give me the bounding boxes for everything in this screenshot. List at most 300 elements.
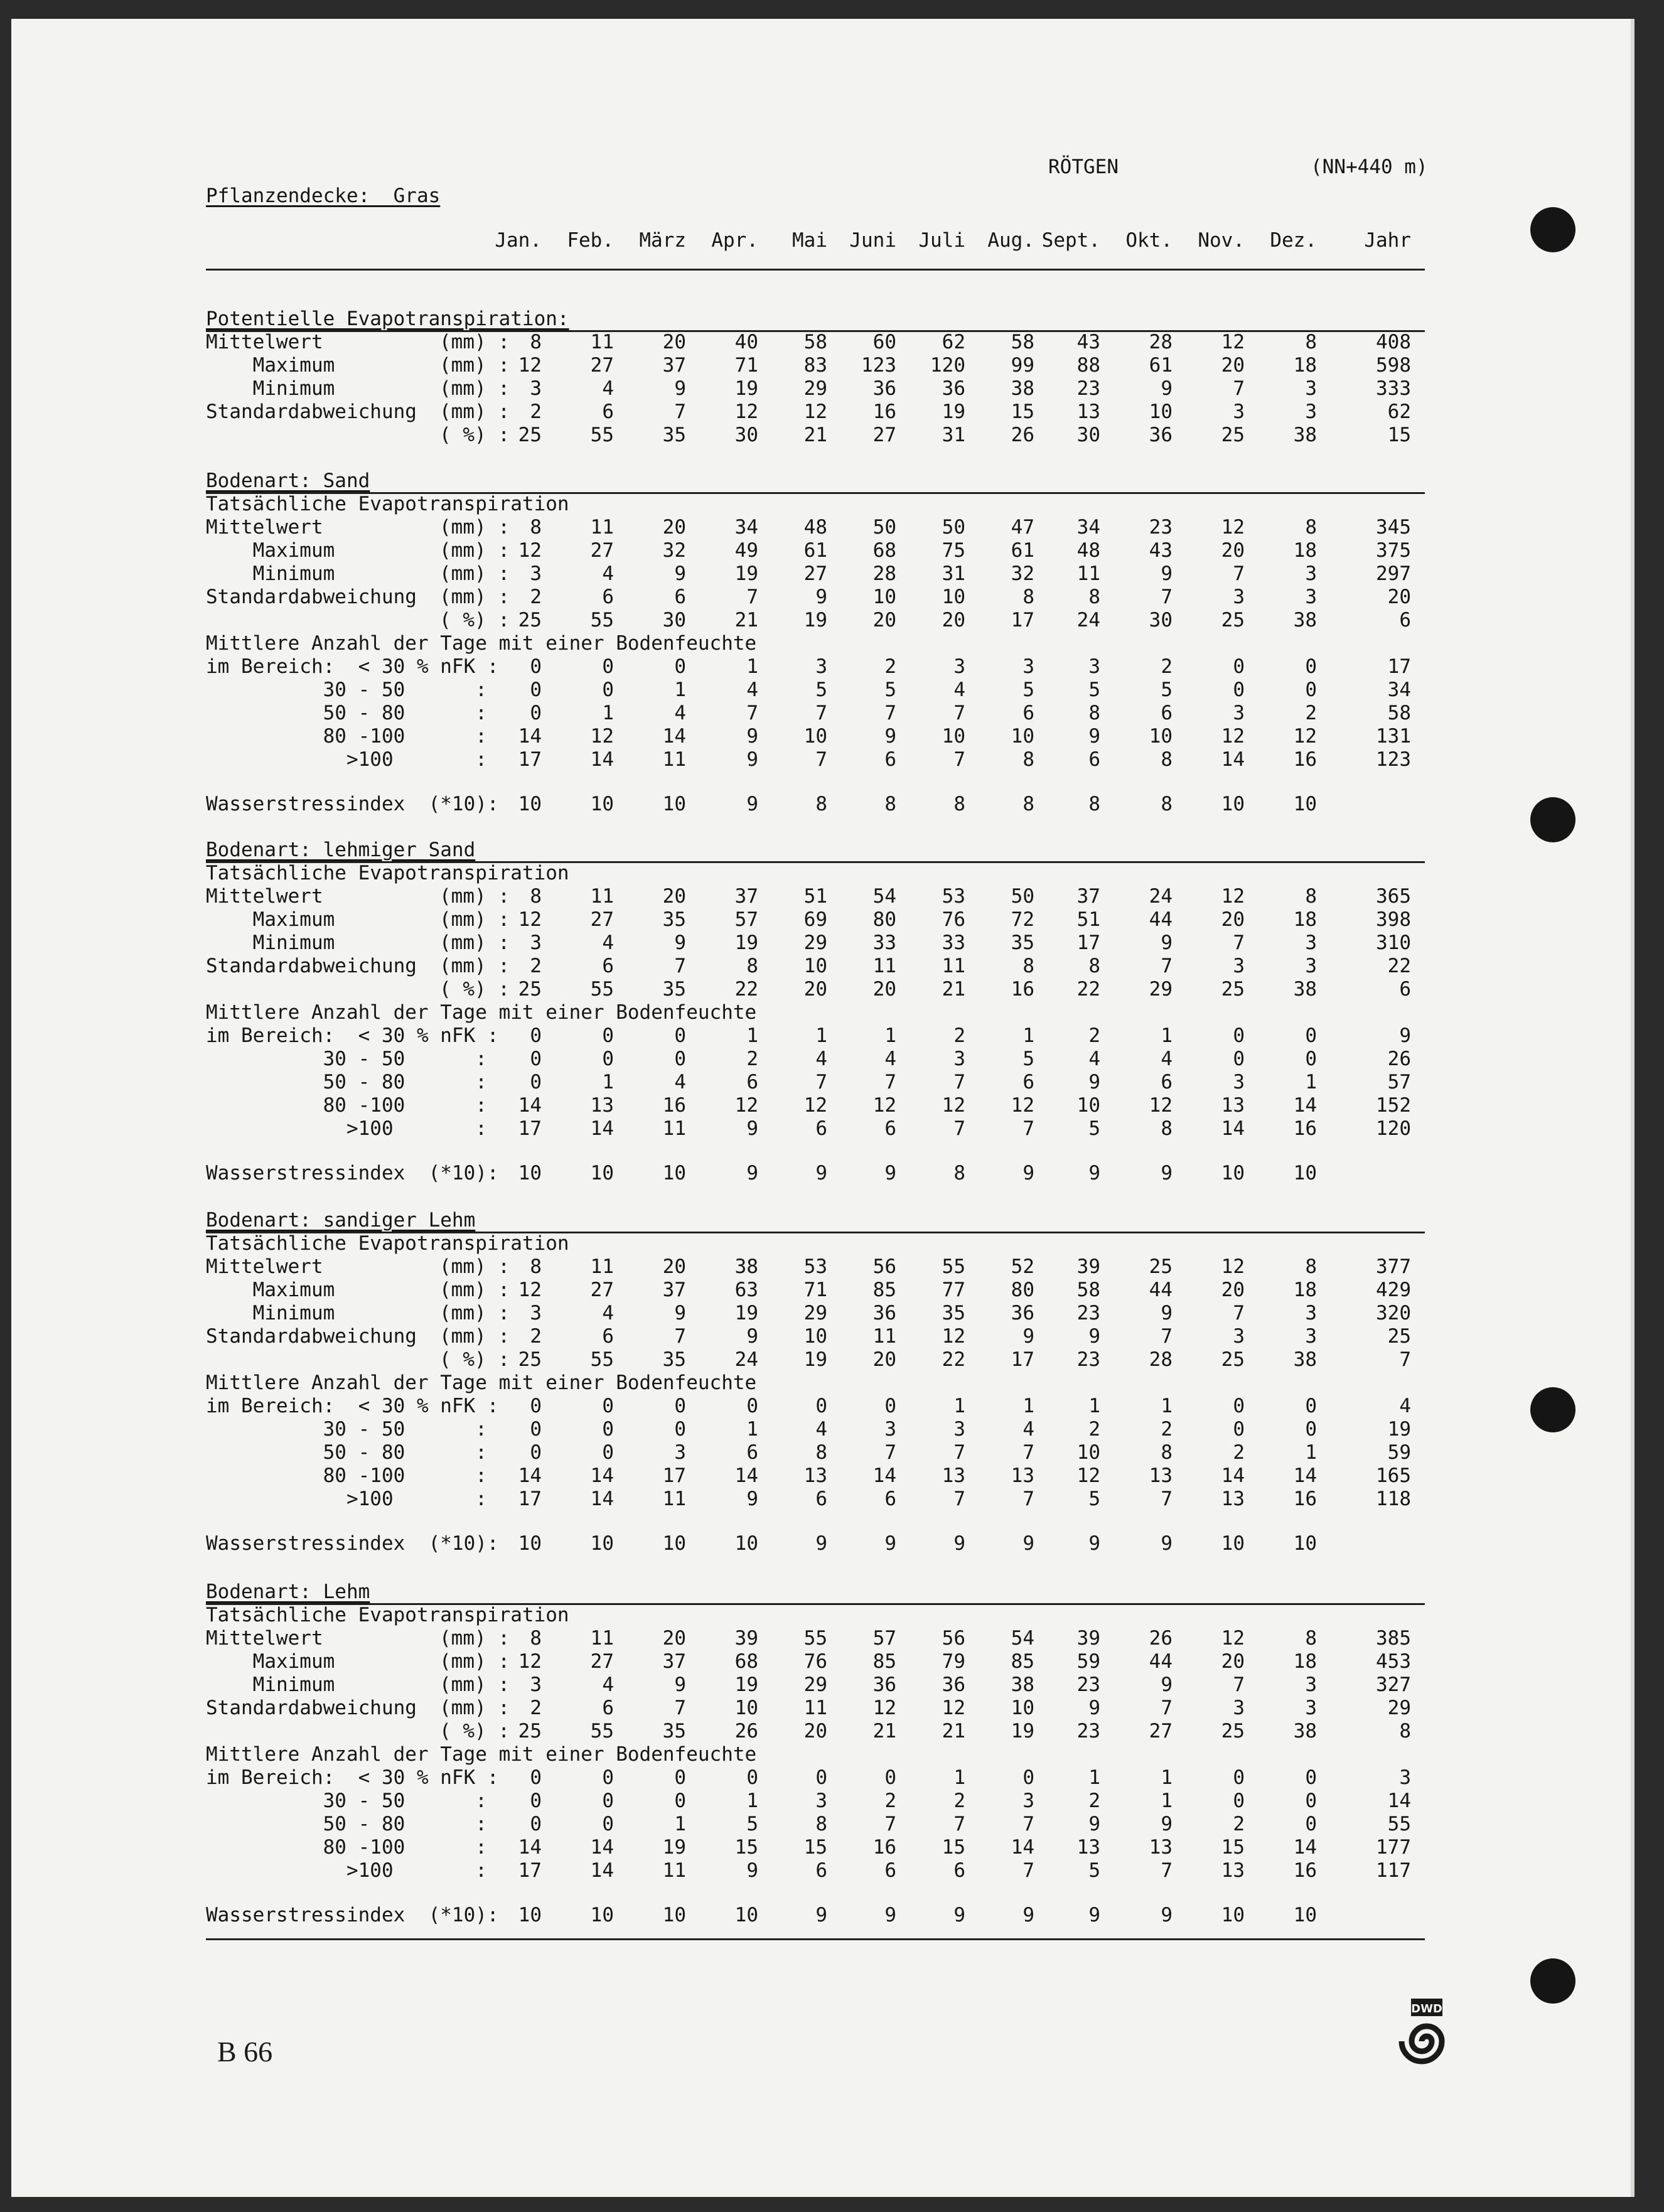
table-cell: 120: [1376, 1117, 1411, 1140]
table-cell: 0: [746, 1766, 758, 1789]
table-cell: 7: [746, 702, 758, 724]
row-label: Mittelwert: [206, 516, 323, 539]
row-unit: (mm) :: [439, 1650, 510, 1673]
table-cell: 8: [530, 331, 542, 353]
table-cell: 35: [662, 424, 686, 446]
row-label: Mittelwert: [206, 331, 323, 353]
stress-label: Wasserstressindex (*10):: [206, 793, 499, 815]
table-cell: 31: [942, 424, 965, 446]
table-cell: 12: [1221, 725, 1245, 748]
table-cell: 6: [884, 1488, 896, 1510]
table-cell: 0: [1233, 1766, 1245, 1789]
table-cell: 52: [1011, 1255, 1034, 1278]
table-cell: 99: [1011, 354, 1034, 377]
table-cell: 320: [1376, 1302, 1411, 1324]
table-cell: 7: [1023, 1441, 1034, 1464]
table-cell: 8: [815, 1813, 827, 1835]
table-cell: 14: [590, 748, 614, 771]
table-cell: 14: [1221, 1464, 1245, 1487]
table-cell: 43: [1149, 539, 1173, 562]
section-title: Bodenart: lehmiger Sand: [206, 839, 476, 861]
table-cell: 12: [1149, 1094, 1173, 1117]
table-cell: 9: [1161, 1302, 1173, 1324]
table-cell: 0: [530, 1766, 542, 1789]
table-cell: 12: [518, 1650, 542, 1673]
table-cell: 0: [530, 1071, 542, 1093]
table-cell: 68: [872, 539, 896, 562]
table-cell: 2: [1233, 1813, 1245, 1835]
table-cell: 38: [1293, 1348, 1317, 1371]
table-cell: 39: [1076, 1255, 1100, 1278]
row-label: Maximum: [206, 1650, 335, 1673]
table-cell: 12: [590, 725, 614, 748]
table-cell: 8: [1023, 586, 1034, 608]
table-cell: 7: [953, 1117, 965, 1140]
table-cell: 85: [1011, 1650, 1034, 1673]
table-cell: 3: [1305, 1325, 1317, 1348]
table-cell: 4: [953, 679, 965, 701]
table-cell: 9: [746, 1117, 758, 1140]
table-cell: 8: [530, 885, 542, 908]
column-label: Feb.: [567, 229, 614, 252]
table-cell: 22: [734, 978, 758, 1001]
table-cell: 0: [1305, 1048, 1317, 1070]
table-cell: 12: [872, 1094, 896, 1117]
table-cell: 9: [953, 1532, 965, 1555]
table-cell: 35: [942, 1302, 965, 1324]
table-cell: 8: [1161, 1117, 1173, 1140]
table-cell: 55: [590, 424, 614, 446]
row-unit: (mm) :: [439, 562, 510, 585]
table-cell: 9: [746, 1162, 758, 1184]
table-cell: 0: [1023, 1766, 1034, 1789]
table-cell: 18: [1293, 1650, 1317, 1673]
table-cell: 10: [518, 1532, 542, 1555]
column-label: Sept.: [1041, 229, 1100, 252]
table-cell: 9: [1161, 1673, 1173, 1696]
table-cell: 8: [1305, 516, 1317, 539]
table-cell: 10: [942, 725, 965, 748]
table-cell: 0: [674, 1766, 686, 1789]
table-cell: 11: [872, 1325, 896, 1348]
table-cell: 8: [884, 793, 896, 815]
row-unit: (mm) :: [439, 1279, 510, 1301]
days-row-label: im Bereich: < 30 % nFK :: [206, 1024, 499, 1047]
table-cell: 55: [590, 978, 614, 1001]
table-cell: 5: [1023, 1048, 1034, 1070]
table-cell: 8: [746, 955, 758, 977]
table-cell: 2: [530, 400, 542, 423]
days-row-label: 50 - 80 :: [206, 1813, 487, 1835]
table-cell: 2: [1233, 1441, 1245, 1464]
table-cell: 13: [1149, 1464, 1173, 1487]
row-unit: (mm) :: [439, 539, 510, 562]
table-cell: 16: [662, 1094, 686, 1117]
table-cell: 4: [602, 1302, 614, 1324]
table-cell: 10: [1149, 400, 1173, 423]
table-cell: 21: [803, 424, 827, 446]
table-cell: 9: [746, 725, 758, 748]
table-cell: 0: [530, 1048, 542, 1070]
table-cell: 13: [803, 1464, 827, 1487]
row-unit: (mm) :: [439, 932, 510, 954]
table-cell: 6: [674, 586, 686, 608]
table-cell: 3: [1023, 1790, 1034, 1812]
table-cell: 0: [1305, 1024, 1317, 1047]
table-cell: 21: [734, 609, 758, 631]
table-cell: 5: [1088, 1117, 1100, 1140]
table-cell: 12: [1011, 1094, 1034, 1117]
table-cell: 0: [1305, 679, 1317, 701]
table-cell: 3: [1233, 955, 1245, 977]
table-cell: 7: [674, 955, 686, 977]
table-cell: 10: [1011, 1697, 1034, 1719]
table-cell: 0: [884, 1395, 896, 1417]
table-cell: 20: [872, 978, 896, 1001]
table-cell: 7: [1023, 1859, 1034, 1882]
days-row-label: 80 -100 :: [206, 1836, 487, 1859]
table-cell: 9: [953, 1904, 965, 1926]
table-cell: 16: [1293, 1859, 1317, 1882]
table-cell: 8: [530, 1627, 542, 1650]
table-cell: 49: [734, 539, 758, 562]
table-cell: 9: [674, 1302, 686, 1324]
table-cell: 7: [1233, 377, 1245, 400]
row-unit: (mm) :: [439, 1627, 510, 1650]
table-cell: 8: [1088, 586, 1100, 608]
row-unit: (mm) :: [439, 1255, 510, 1278]
table-cell: 10: [590, 1904, 614, 1926]
table-cell: 5: [1088, 1859, 1100, 1882]
table-cell: 18: [1293, 354, 1317, 377]
row-unit: (mm) :: [439, 955, 510, 977]
table-cell: 7: [815, 748, 827, 771]
table-cell: 20: [1221, 1650, 1245, 1673]
table-cell: 0: [530, 1395, 542, 1417]
table-cell: 9: [1161, 1162, 1173, 1184]
table-cell: 36: [872, 377, 896, 400]
table-cell: 1: [602, 702, 614, 724]
row-label: Standardabweichung: [206, 586, 417, 608]
table-cell: 1: [1305, 1441, 1317, 1464]
table-cell: 333: [1376, 377, 1411, 400]
row-label: Minimum: [206, 562, 335, 585]
table-cell: 8: [1023, 955, 1034, 977]
table-cell: 54: [1011, 1627, 1034, 1650]
table-cell: 0: [674, 655, 686, 678]
row-unit: (mm) :: [439, 516, 510, 539]
table-cell: 4: [1023, 1418, 1034, 1441]
table-cell: 7: [884, 1813, 896, 1835]
table-cell: 2: [530, 1325, 542, 1348]
table-cell: 32: [662, 539, 686, 562]
table-cell: 4: [602, 562, 614, 585]
table-cell: 0: [530, 1418, 542, 1441]
table-cell: 0: [674, 1048, 686, 1070]
table-cell: 21: [872, 1720, 896, 1742]
column-label: Jan.: [495, 229, 542, 252]
table-cell: 10: [803, 725, 827, 748]
table-cell: 6: [815, 1859, 827, 1882]
table-cell: 9: [1088, 725, 1100, 748]
table-cell: 2: [1088, 1024, 1100, 1047]
table-cell: 14: [590, 1117, 614, 1140]
column-label: Jahr: [1364, 229, 1411, 252]
table-cell: 18: [1293, 539, 1317, 562]
table-cell: 0: [602, 1024, 614, 1047]
table-cell: 15: [942, 1836, 965, 1859]
table-cell: 16: [1293, 1488, 1317, 1510]
table-cell: 19: [1011, 1720, 1034, 1742]
table-cell: 13: [1221, 1488, 1245, 1510]
row-unit: ( %) :: [439, 1348, 510, 1371]
table-cell: 1: [953, 1766, 965, 1789]
table-cell: 7: [953, 1071, 965, 1093]
table-cell: 375: [1376, 539, 1411, 562]
table-cell: 11: [662, 1859, 686, 1882]
table-cell: 10: [1293, 1162, 1317, 1184]
table-cell: 50: [872, 516, 896, 539]
table-cell: 10: [518, 793, 542, 815]
table-cell: 12: [1293, 725, 1317, 748]
table-cell: 27: [590, 908, 614, 931]
table-cell: 24: [1076, 609, 1100, 631]
divider: [206, 269, 1425, 271]
table-cell: 3: [1305, 400, 1317, 423]
table-cell: 22: [1076, 978, 1100, 1001]
table-cell: 1: [1161, 1024, 1173, 1047]
days-row-label: 50 - 80 :: [206, 1441, 487, 1464]
table-cell: 76: [942, 908, 965, 931]
table-cell: 7: [1161, 1488, 1173, 1510]
table-cell: 29: [1149, 978, 1173, 1001]
table-cell: 38: [1293, 978, 1317, 1001]
table-cell: 12: [803, 1094, 827, 1117]
row-unit: (mm) :: [439, 908, 510, 931]
table-cell: 2: [746, 1048, 758, 1070]
table-cell: 8: [1305, 331, 1317, 353]
table-cell: 6: [815, 1117, 827, 1140]
table-cell: 12: [942, 1094, 965, 1117]
table-cell: 19: [734, 1673, 758, 1696]
section-subtitle: Tatsächliche Evapotranspiration: [206, 1604, 569, 1626]
table-cell: 0: [530, 1441, 542, 1464]
row-unit: ( %) :: [439, 609, 510, 631]
table-cell: 9: [1023, 1162, 1034, 1184]
table-cell: 60: [872, 331, 896, 353]
table-cell: 177: [1376, 1836, 1411, 1859]
table-cell: 10: [590, 1162, 614, 1184]
table-cell: 26: [1011, 424, 1034, 446]
plant-cover: Pflanzendecke: Gras: [206, 185, 441, 207]
table-cell: 3: [1233, 586, 1245, 608]
table-cell: 50: [942, 516, 965, 539]
table-cell: 17: [1387, 655, 1411, 678]
table-cell: 10: [662, 1162, 686, 1184]
table-cell: 10: [942, 586, 965, 608]
table-cell: 88: [1076, 354, 1100, 377]
table-cell: 12: [1221, 1255, 1245, 1278]
table-cell: 57: [734, 908, 758, 931]
table-cell: 9: [746, 793, 758, 815]
table-cell: 17: [1011, 609, 1034, 631]
table-cell: 13: [1011, 1464, 1034, 1487]
table-cell: 0: [602, 655, 614, 678]
table-cell: 13: [1149, 1836, 1173, 1859]
table-cell: 6: [602, 955, 614, 977]
table-cell: 0: [602, 1766, 614, 1789]
table-cell: 71: [803, 1279, 827, 1301]
table-cell: 120: [930, 354, 965, 377]
stress-label: Wasserstressindex (*10):: [206, 1904, 499, 1926]
table-cell: 0: [602, 1813, 614, 1835]
row-label: Mittelwert: [206, 1255, 323, 1278]
table-cell: 6: [1088, 748, 1100, 771]
table-cell: 2: [953, 1024, 965, 1047]
days-row-label: im Bereich: < 30 % nFK :: [206, 1395, 499, 1417]
table-cell: 10: [1293, 793, 1317, 815]
table-cell: 8: [530, 516, 542, 539]
table-cell: 35: [662, 1348, 686, 1371]
table-cell: 16: [1293, 1117, 1317, 1140]
table-cell: 25: [518, 1720, 542, 1742]
table-cell: 9: [674, 1673, 686, 1696]
table-cell: 55: [590, 1348, 614, 1371]
table-cell: 10: [662, 793, 686, 815]
table-cell: 1: [674, 1813, 686, 1835]
table-cell: 13: [942, 1464, 965, 1487]
table-cell: 2: [530, 1697, 542, 1719]
table-cell: 30: [1149, 609, 1173, 631]
table-cell: 0: [1305, 1790, 1317, 1812]
table-cell: 57: [1387, 1071, 1411, 1093]
table-cell: 17: [518, 748, 542, 771]
column-label: Dez.: [1270, 229, 1317, 252]
table-cell: 24: [734, 1348, 758, 1371]
table-cell: 37: [1076, 885, 1100, 908]
table-cell: 12: [518, 1279, 542, 1301]
table-cell: 10: [590, 1532, 614, 1555]
station-name: RÖTGEN: [1048, 156, 1119, 178]
table-cell: 2: [884, 655, 896, 678]
table-cell: 1: [1023, 1024, 1034, 1047]
table-cell: 310: [1376, 932, 1411, 954]
table-cell: 11: [662, 748, 686, 771]
table-cell: 68: [734, 1650, 758, 1673]
table-cell: 3: [1305, 1302, 1317, 1324]
table-cell: 14: [1293, 1094, 1317, 1117]
table-cell: 8: [1305, 1627, 1317, 1650]
table-cell: 35: [662, 1720, 686, 1742]
table-cell: 7: [1233, 1302, 1245, 1324]
table-cell: 10: [1221, 1532, 1245, 1555]
days-row-label: >100 :: [206, 748, 487, 771]
table-cell: 14: [872, 1464, 896, 1487]
svg-text:DWD: DWD: [1411, 2002, 1442, 2016]
table-cell: 32: [1011, 562, 1034, 585]
table-cell: 55: [590, 1720, 614, 1742]
page-number: B 66: [217, 2036, 273, 2068]
table-cell: 61: [1149, 354, 1173, 377]
table-cell: 4: [602, 1673, 614, 1696]
table-cell: 35: [662, 978, 686, 1001]
table-cell: 29: [803, 1302, 827, 1324]
table-cell: 7: [953, 1488, 965, 1510]
table-cell: 8: [1088, 702, 1100, 724]
section-title: Bodenart: sandiger Lehm: [206, 1209, 476, 1232]
table-cell: 0: [674, 1418, 686, 1441]
row-label: Minimum: [206, 1302, 335, 1324]
station-elevation: (NN+440 m): [1311, 156, 1428, 178]
table-cell: 4: [1399, 1395, 1411, 1417]
table-cell: 19: [803, 1348, 827, 1371]
table-cell: 9: [1161, 562, 1173, 585]
table-cell: 40: [734, 331, 758, 353]
table-cell: 7: [674, 1325, 686, 1348]
table-cell: 8: [1088, 955, 1100, 977]
table-cell: 9: [1088, 1532, 1100, 1555]
table-cell: 0: [815, 1395, 827, 1417]
table-cell: 14: [734, 1464, 758, 1487]
table-cell: 8: [530, 1255, 542, 1278]
table-cell: 0: [1233, 1048, 1245, 1070]
punch-hole: [1530, 1387, 1575, 1432]
row-label: Maximum: [206, 908, 335, 931]
table-cell: 3: [1305, 562, 1317, 585]
table-cell: 0: [602, 1790, 614, 1812]
table-cell: 0: [1305, 1813, 1317, 1835]
table-cell: 9: [815, 1162, 827, 1184]
table-cell: 20: [803, 978, 827, 1001]
table-cell: 12: [803, 400, 827, 423]
days-row-label: 30 - 50 :: [206, 1790, 487, 1812]
table-cell: 3: [1233, 1325, 1245, 1348]
table-cell: 0: [1233, 1790, 1245, 1812]
table-cell: 1: [746, 1790, 758, 1812]
table-cell: 1: [1088, 1766, 1100, 1789]
table-cell: 12: [1221, 516, 1245, 539]
table-cell: 3: [1023, 655, 1034, 678]
row-label: Standardabweichung: [206, 1697, 417, 1719]
row-unit: (mm) :: [439, 354, 510, 377]
table-cell: 58: [803, 331, 827, 353]
table-cell: 1: [884, 1024, 896, 1047]
row-unit: (mm) :: [439, 400, 510, 423]
table-cell: 1: [674, 679, 686, 701]
table-cell: 6: [884, 1117, 896, 1140]
table-cell: 14: [518, 1094, 542, 1117]
section-subtitle: Tatsächliche Evapotranspiration: [206, 862, 569, 884]
table-cell: 10: [734, 1904, 758, 1926]
column-label: Aug.: [987, 229, 1034, 252]
table-cell: 165: [1376, 1464, 1411, 1487]
table-cell: 12: [942, 1325, 965, 1348]
table-cell: 6: [1161, 702, 1173, 724]
table-cell: 10: [734, 1532, 758, 1555]
table-cell: 8: [1305, 1255, 1317, 1278]
row-label: Minimum: [206, 1673, 335, 1696]
column-label: Apr.: [711, 229, 758, 252]
table-cell: 17: [1076, 932, 1100, 954]
table-cell: 5: [1088, 1488, 1100, 1510]
table-cell: 83: [803, 354, 827, 377]
table-cell: 3: [815, 655, 827, 678]
table-cell: 10: [662, 1532, 686, 1555]
table-cell: 14: [590, 1836, 614, 1859]
table-cell: 85: [872, 1279, 896, 1301]
table-cell: 28: [1149, 331, 1173, 353]
table-cell: 0: [1233, 679, 1245, 701]
